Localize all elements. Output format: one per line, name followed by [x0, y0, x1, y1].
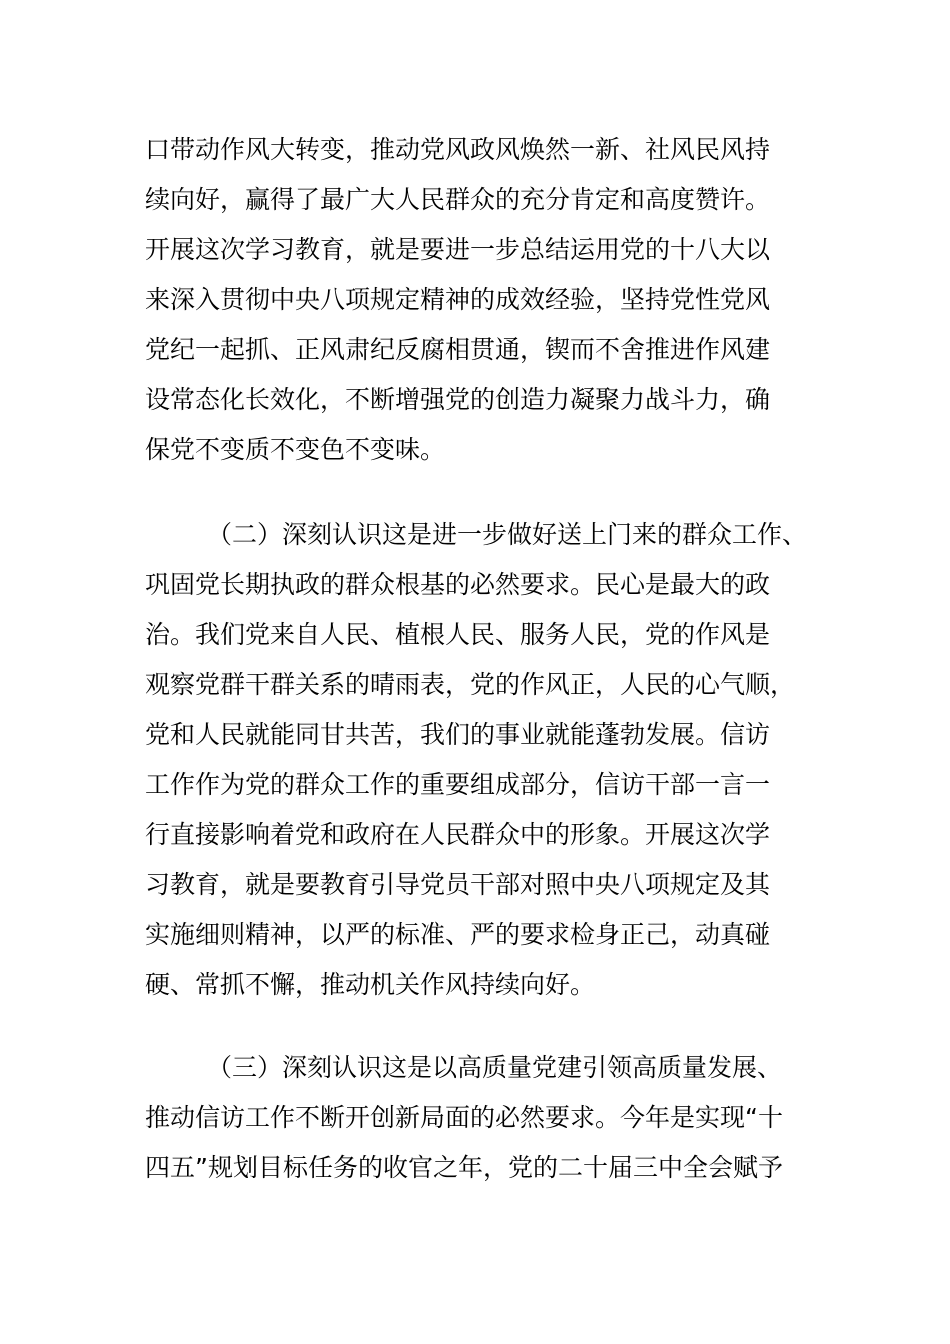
text-line: 口带动作风大转变，推动党风政风焕然一新、社风民风持: [145, 135, 771, 164]
paragraph-heading-line: （二）深刻认识这是进一步做好送上门来的群众工作、: [207, 520, 808, 549]
text-line: 续向好，赢得了最广大人民群众的充分肯定和高度赞许。: [145, 185, 771, 214]
text-line: 党纪一起抓、正风肃纪反腐相贯通，锲而不舍推进作风建: [145, 335, 771, 364]
paragraph-heading-line: （三）深刻认识这是以高质量党建引领高质量发展、: [207, 1053, 783, 1082]
text-line: 治。我们党来自人民、植根人民、服务人民，党的作风是: [145, 620, 771, 649]
text-line: 习教育，就是要教育引导党员干部对照中央八项规定及其: [145, 870, 771, 899]
text-line: 实施细则精神，以严的标准、严的要求检身正己，动真碰: [145, 920, 771, 949]
text-line: 四五”规划目标任务的收官之年，党的二十届三中全会赋予: [145, 1153, 783, 1182]
text-line: 开展这次学习教育，就是要进一步总结运用党的十八大以: [145, 235, 771, 264]
text-line: 保党不变质不变色不变味。: [145, 435, 446, 464]
text-line: 来深入贯彻中央八项规定精神的成效经验，坚持党性党风: [145, 285, 771, 314]
text-line: 工作作为党的群众工作的重要组成部分，信访干部一言一: [145, 770, 771, 799]
text-line: 推动信访工作不断开创新局面的必然要求。今年是实现“十: [145, 1103, 783, 1132]
text-line: 党和人民就能同甘共苦，我们的事业就能蓬勃发展。信访: [145, 720, 771, 749]
text-line: 观察党群干群关系的晴雨表，党的作风正，人民的心气顺，: [145, 670, 796, 699]
paragraph-section-two: [145, 510, 810, 1010]
text-line: 行直接影响着党和政府在人民群众中的形象。开展这次学: [145, 820, 771, 849]
paragraph-continuation: [145, 125, 810, 475]
text-line: 设常态化长效化，不断增强党的创造力凝聚力战斗力，确: [145, 385, 771, 414]
text-line: 巩固党长期执政的群众根基的必然要求。民心是最大的政: [145, 570, 771, 599]
text-line: 硬、常抓不懈，推动机关作风持续向好。: [145, 970, 596, 999]
paragraph-section-three: [145, 1043, 810, 1193]
